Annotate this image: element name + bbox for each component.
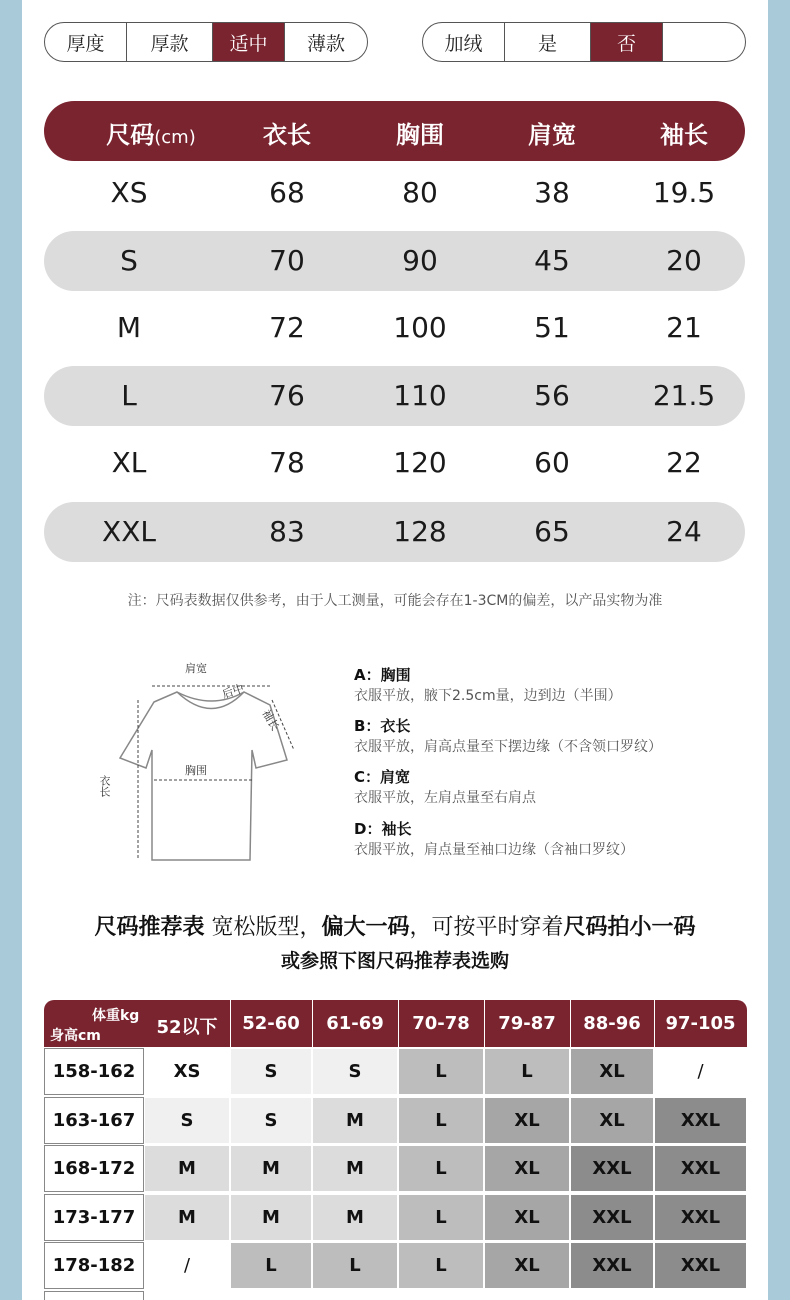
fleece-selector [422, 22, 746, 62]
diagram-label-back-center: 后中 [220, 681, 246, 702]
cell-length: 68 [269, 176, 305, 209]
size-recommendation-cell: XL [570, 1097, 654, 1144]
cell-length: 78 [269, 446, 305, 479]
cell-sleeve: 21.5 [652, 379, 716, 412]
header-length: 衣长 [263, 121, 311, 149]
recommend-table [44, 1000, 747, 1300]
weight-header: 52-60 [242, 1013, 300, 1034]
cell-sleeve: 19.5 [652, 176, 716, 209]
cell-size: S [120, 244, 138, 277]
size-row [44, 163, 745, 223]
height-label: 158-162 [44, 1048, 144, 1095]
header-shoulder: 肩宽 [528, 121, 576, 149]
recommend-subtitle: 或参照下图尺码推荐表选购 [280, 950, 509, 972]
diagram-label-length: 衣长 [98, 775, 111, 797]
size-row [44, 366, 745, 426]
cell-length: 70 [269, 244, 305, 277]
cell-length: 72 [269, 311, 305, 344]
size-recommendation-cell: / [144, 1242, 230, 1289]
size-recommendation-cell: XXL [654, 1242, 747, 1289]
size-recommendation-cell: XXL [570, 1242, 654, 1289]
size-row [44, 298, 745, 358]
cell-length: 83 [269, 515, 305, 548]
size-row [44, 502, 745, 562]
measure-item-title: B：衣长 [354, 717, 411, 735]
thickness-option-thick: 厚款 [127, 23, 213, 61]
size-recommendation-cell: XL [484, 1242, 570, 1289]
diagram-label-sleeve: 袖长 [259, 707, 282, 734]
size-recommendation-cell: L [398, 1145, 484, 1192]
cell-sleeve: 24 [666, 515, 702, 548]
thickness-option-medium: 适中 [213, 23, 285, 61]
header-size [106, 115, 195, 150]
size-recommendation-cell: M [230, 1145, 312, 1192]
recommend-title-part: 偏大一码 [321, 915, 410, 940]
size-recommendation-cell: XXL [654, 1097, 747, 1144]
weight-header: 88-96 [583, 1013, 641, 1034]
size-recommendation-cell: / [654, 1048, 747, 1095]
size-recommendation-cell: XXL [654, 1194, 747, 1241]
size-recommendation-cell: L [398, 1194, 484, 1241]
size-recommendation-cell: L [230, 1242, 312, 1289]
cell-chest: 110 [393, 379, 447, 412]
size-recommendation-cell: M [312, 1097, 398, 1144]
measure-item-title: A：胸围 [354, 666, 411, 684]
recommend-title-part: 尺码推荐表 [94, 915, 205, 940]
thickness-label: 厚度 [45, 23, 127, 61]
measure-item-desc: 衣服平放，肩高点量至下摆边缘（不含领口罗纹） [354, 739, 662, 755]
cell-size: L [121, 379, 137, 412]
weight-header: 61-69 [326, 1013, 384, 1034]
cell-shoulder: 60 [534, 446, 570, 479]
cell-shoulder: 51 [534, 311, 570, 344]
cell-size: XS [110, 176, 148, 209]
size-recommendation-cell: L [484, 1048, 570, 1095]
height-label [44, 1291, 144, 1300]
weight-header: 70-78 [412, 1013, 470, 1034]
fleece-option-empty [663, 23, 745, 61]
cell-chest: 90 [402, 244, 438, 277]
header-divider [654, 1000, 655, 1047]
measure-item-d [354, 818, 634, 859]
size-recommendation-cell: XL [484, 1194, 570, 1241]
measure-item-title: D：袖长 [354, 820, 412, 838]
cell-size: M [116, 311, 142, 344]
header-divider [230, 1000, 231, 1047]
cell-sleeve: 22 [666, 446, 702, 479]
recommend-title-part: 尺码拍小一码 [563, 915, 696, 940]
height-label: 168-172 [44, 1145, 144, 1192]
size-recommendation-cell: S [230, 1097, 312, 1144]
recommend-table-header [44, 1000, 747, 1047]
fleece-option-no: 否 [591, 23, 663, 61]
size-recommendation-cell: M [312, 1145, 398, 1192]
size-recommendation-cell: L [398, 1097, 484, 1144]
cell-shoulder: 56 [534, 379, 570, 412]
measure-item-b [354, 715, 662, 756]
cell-size: XL [111, 446, 147, 479]
weight-header: 52以下 [156, 1017, 218, 1038]
header-divider [398, 1000, 399, 1047]
thickness-selector [44, 22, 368, 62]
size-recommendation-cell: M [312, 1194, 398, 1241]
recommend-title [22, 910, 768, 941]
size-recommendation-cell: XL [484, 1097, 570, 1144]
cell-sleeve: 21 [666, 311, 702, 344]
size-guide-page [22, 0, 768, 1300]
cell-chest: 128 [393, 515, 447, 548]
diagram-label-shoulder: 肩宽 [185, 662, 207, 675]
measure-item-c [354, 766, 536, 807]
header-divider [570, 1000, 571, 1047]
fleece-label: 加绒 [423, 23, 505, 61]
size-recommendation-cell: S [230, 1048, 312, 1095]
recommend-title-part: 宽松版型， [204, 915, 322, 940]
fleece-option-yes: 是 [505, 23, 591, 61]
cell-shoulder: 45 [534, 244, 570, 277]
size-recommendation-cell: XL [570, 1048, 654, 1095]
cell-size: XXL [102, 515, 156, 548]
size-recommendation-cell: L [312, 1242, 398, 1289]
size-recommendation-cell: L [398, 1242, 484, 1289]
corner-weight-label: 体重kg [92, 1008, 140, 1024]
measurement-note: 注：尺码表数据仅供参考，由于人工测量，可能会存在1-3CM的偏差，以产品实物为准 [127, 593, 663, 609]
size-recommendation-cell: M [144, 1145, 230, 1192]
header-divider [484, 1000, 485, 1047]
height-label: 178-182 [44, 1242, 144, 1289]
size-recommendation-cell: XL [484, 1145, 570, 1192]
tshirt-diagram [102, 650, 322, 870]
size-recommendation-cell: S [312, 1048, 398, 1095]
cell-sleeve: 20 [666, 244, 702, 277]
corner-height-label: 身高cm [50, 1028, 101, 1044]
measure-item-desc: 衣服平放，左肩点量至右肩点 [354, 790, 536, 806]
recommend-title-part: ，可按平时穿着 [409, 915, 564, 940]
diagram-label-chest: 胸围 [185, 764, 207, 777]
header-sleeve: 袖长 [660, 121, 708, 149]
size-recommendation-cell: M [144, 1194, 230, 1241]
cell-shoulder: 38 [534, 176, 570, 209]
size-recommendation-cell: XXL [570, 1194, 654, 1241]
size-recommendation-cell: L [398, 1048, 484, 1095]
size-table-header [44, 101, 745, 161]
cell-shoulder: 65 [534, 515, 570, 548]
cell-chest: 80 [402, 176, 438, 209]
cell-chest: 120 [393, 446, 447, 479]
measure-item-desc: 衣服平放，肩点量至袖口边缘（含袖口罗纹） [354, 842, 634, 858]
size-recommendation-cell: XXL [654, 1145, 747, 1192]
size-recommendation-cell: XS [144, 1048, 230, 1095]
size-recommendation-cell: XXL [570, 1145, 654, 1192]
thickness-option-thin: 薄款 [306, 32, 345, 55]
header-size-label: 尺码 [106, 121, 155, 149]
height-label: 173-177 [44, 1194, 144, 1241]
size-recommendation-cell: S [144, 1097, 230, 1144]
height-label: 163-167 [44, 1097, 144, 1144]
size-row [44, 433, 745, 493]
header-chest: 胸围 [396, 121, 444, 149]
cell-length: 76 [269, 379, 305, 412]
weight-header: 97-105 [665, 1013, 736, 1034]
measure-item-title: C：肩宽 [354, 768, 411, 786]
size-row [44, 231, 745, 291]
cell-chest: 100 [393, 311, 447, 344]
header-divider [312, 1000, 313, 1047]
size-recommendation-cell: M [230, 1194, 312, 1241]
measure-item-desc: 衣服平放，腋下2.5cm量，边到边（半围） [354, 688, 622, 704]
header-unit: (cm) [154, 127, 196, 148]
weight-header: 79-87 [498, 1013, 556, 1034]
measure-item-a [354, 664, 622, 705]
